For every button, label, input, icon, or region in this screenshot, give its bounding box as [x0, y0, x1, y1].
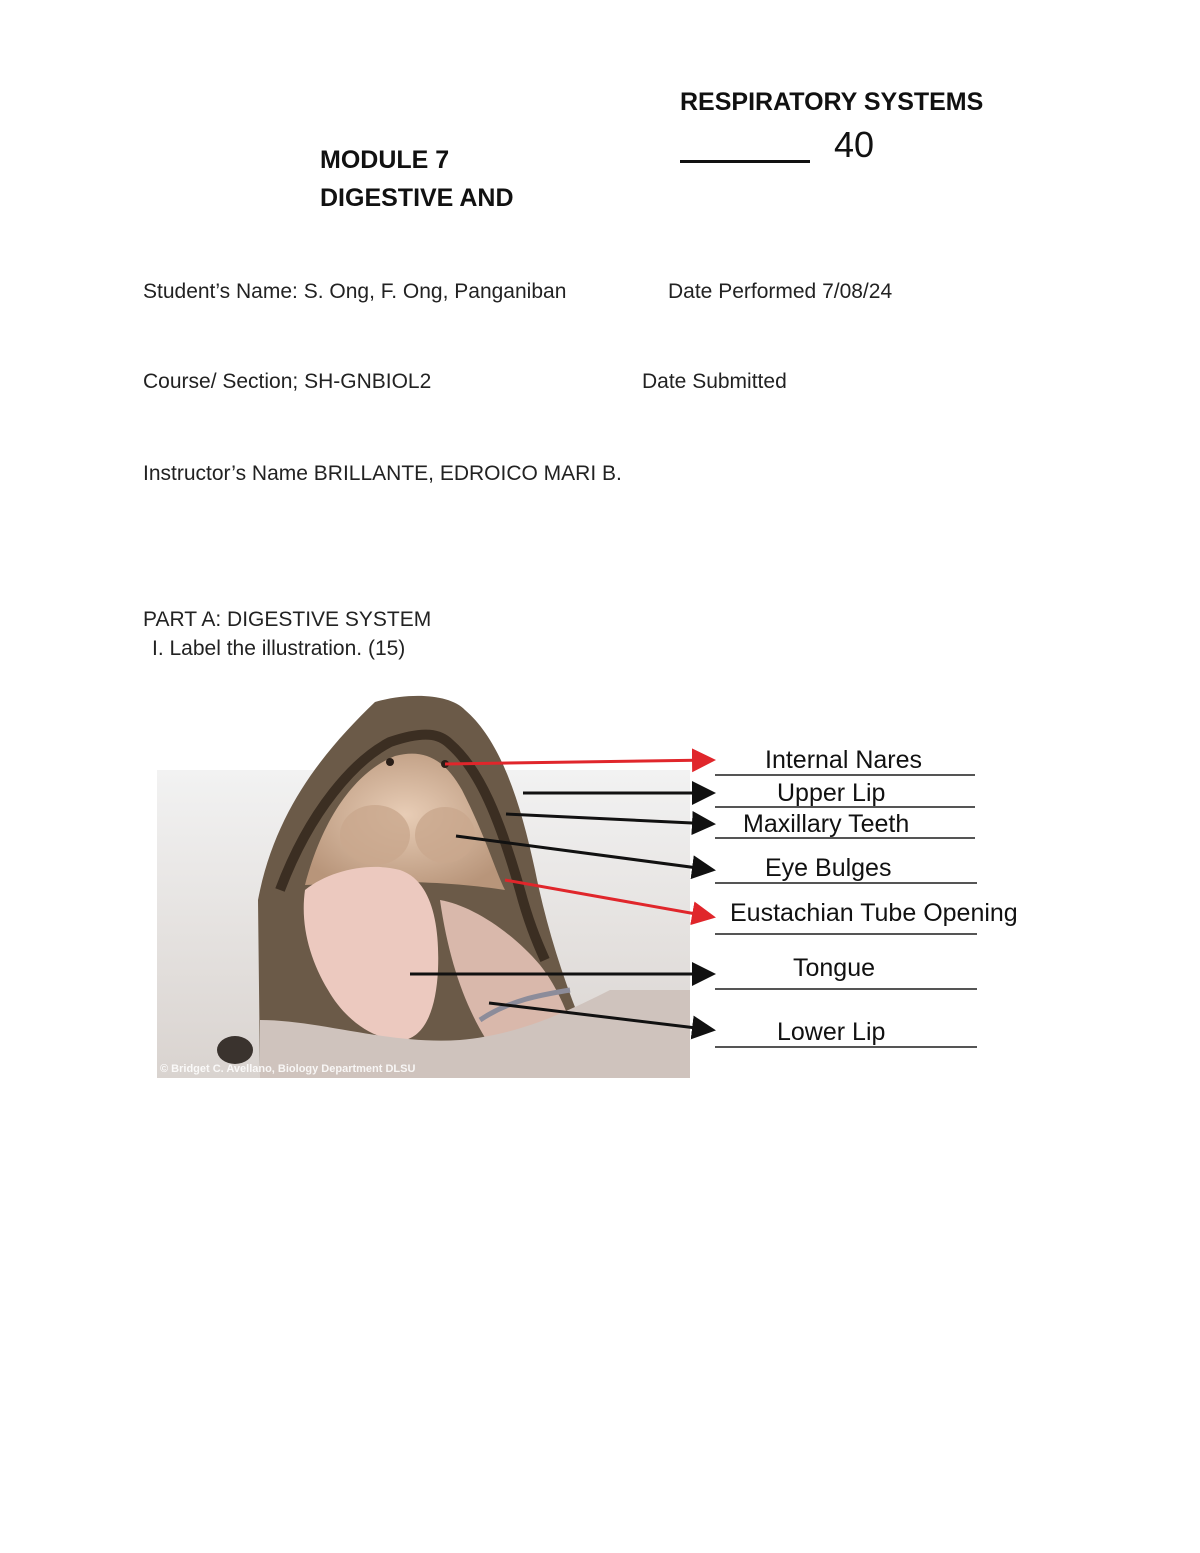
- answer-line: [715, 988, 977, 990]
- part-heading: PART A: DIGESTIVE SYSTEM: [143, 608, 432, 631]
- student-name-field: Student’s Name: S. Ong, F. Ong, Panganiban: [143, 280, 567, 303]
- label-upper-lip: Upper Lip: [777, 779, 886, 807]
- answer-line: [715, 806, 975, 808]
- label-maxillary-teeth: Maxillary Teeth: [743, 810, 910, 838]
- labeled-frog-mouth-figure: [140, 690, 1060, 1090]
- module-title-left: DIGESTIVE AND: [320, 184, 514, 212]
- module-title-right: RESPIRATORY SYSTEMS: [680, 88, 984, 116]
- label-lower-lip: Lower Lip: [777, 1018, 886, 1046]
- module-number: MODULE 7: [320, 146, 450, 174]
- instructor-field: Instructor’s Name BRILLANTE, EDROICO MARI B.: [143, 462, 622, 485]
- date-submitted-field: Date Submitted: [642, 370, 787, 393]
- answer-line: [715, 774, 975, 776]
- part-instruction: I. Label the illustration. (15): [152, 637, 406, 660]
- label-eye-bulges: Eye Bulges: [765, 854, 892, 882]
- label-internal-nares: Internal Nares: [765, 746, 923, 774]
- answer-line: [715, 882, 977, 884]
- score-blank-line: [680, 160, 810, 163]
- label-eustachian-tube-opening: Eustachian Tube Opening: [730, 899, 1018, 927]
- photo-credit: © Bridget C. Avellano, Biology Department DLSU: [160, 1063, 416, 1075]
- score-value: 40: [834, 124, 875, 165]
- answer-line: [715, 837, 975, 839]
- answer-line: [715, 1046, 977, 1048]
- date-performed-field: Date Performed 7/08/24: [668, 280, 893, 303]
- course-section-field: Course/ Section; SH-GNBIOL2: [143, 370, 432, 393]
- label-tongue: Tongue: [793, 954, 876, 982]
- answer-line: [715, 933, 977, 935]
